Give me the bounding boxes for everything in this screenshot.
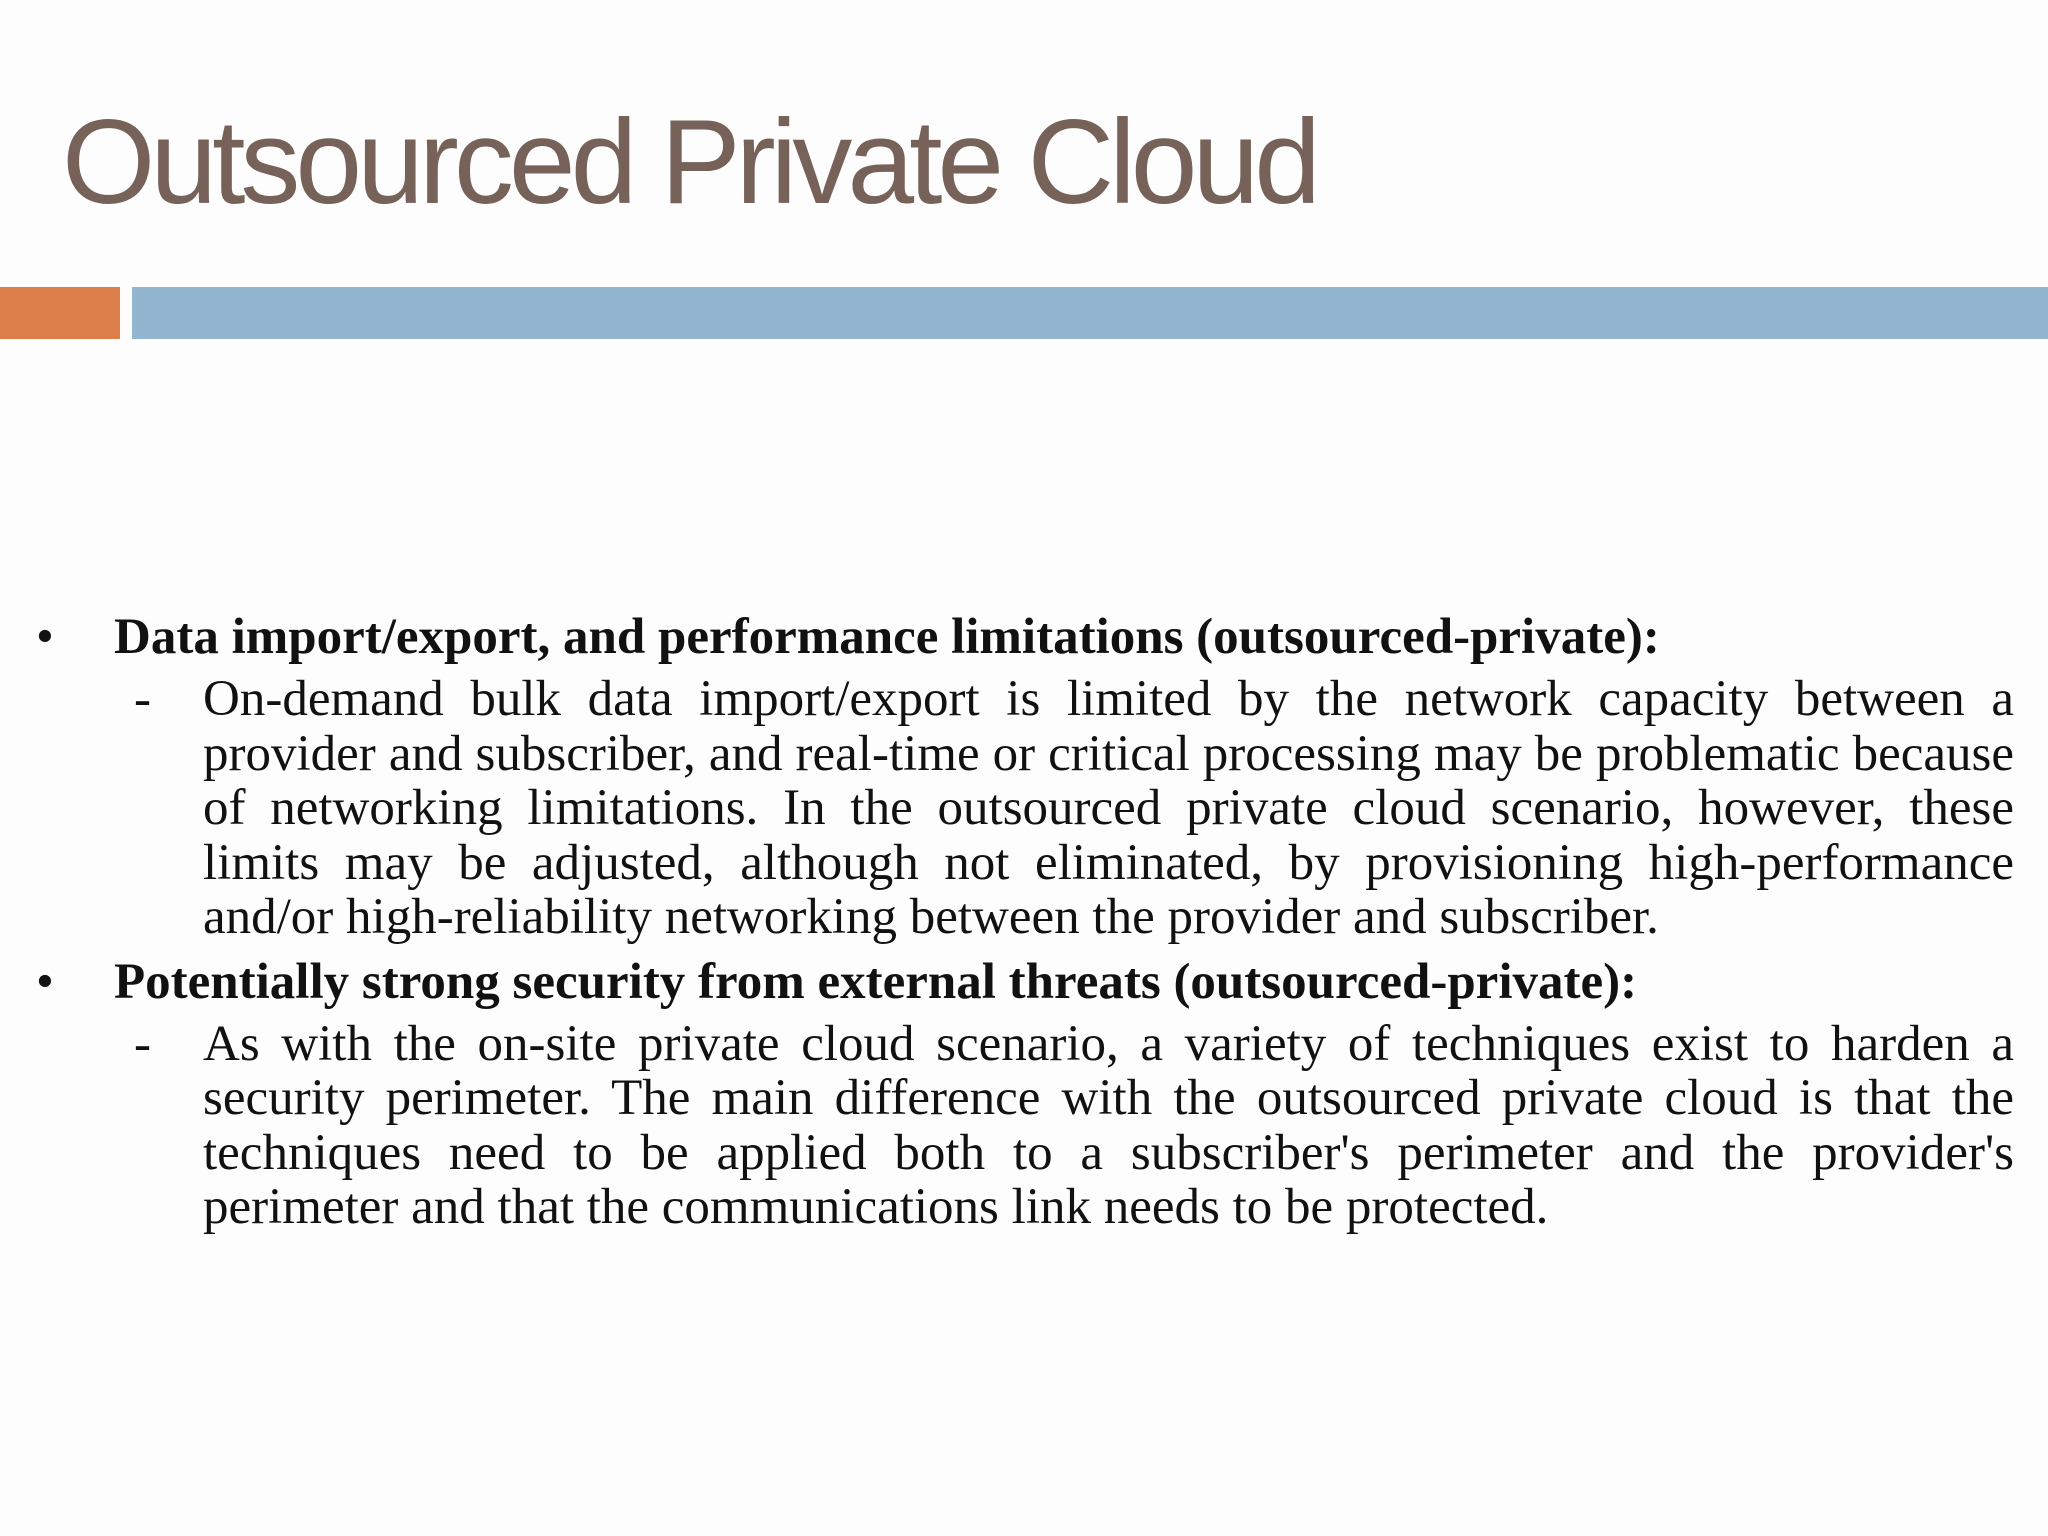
bullet-marker: •	[36, 609, 54, 665]
bullet-heading: Data import/export, and performance limitations (outsourced-private):	[114, 609, 1660, 665]
bullet-data-import-export	[0, 608, 2048, 666]
slide-title: Outsourced Private Cloud	[62, 95, 1317, 229]
sub-point-text: On-demand bulk data import/export is limited by the network capacity between a provider and subscriber, and real-time or critical processing may be problematic because of networking limitations. In the outsourced private cloud scenario, however, these limits may be adjusted, although not eliminated, by provisioning high-performance and/or high-reliability networking between the provider and subscriber.	[203, 671, 2014, 945]
sub-point-security-external-threats	[0, 1017, 2048, 1235]
sub-point-data-import-export	[0, 672, 2048, 945]
bullet-marker: •	[36, 953, 54, 1010]
accent-bar-blue	[132, 287, 2048, 339]
bullet-security-external-threats	[0, 953, 2048, 1011]
sub-point-text: As with the on-site private cloud scenario, a variety of techniques exist to harden a security perimeter. The main difference with the outsourced private cloud is that the techniques need to be applied both to a subscriber's perimeter and the provider's perimeter and that the communications link needs to be protected.	[203, 1015, 2014, 1235]
dash-marker: -	[134, 1015, 151, 1072]
accent-bar-orange	[0, 287, 120, 339]
bullet-heading: Potentially strong security from external threats (outsourced-private):	[114, 953, 1638, 1010]
dash-marker: -	[134, 671, 151, 727]
slide-content	[0, 600, 2048, 1235]
